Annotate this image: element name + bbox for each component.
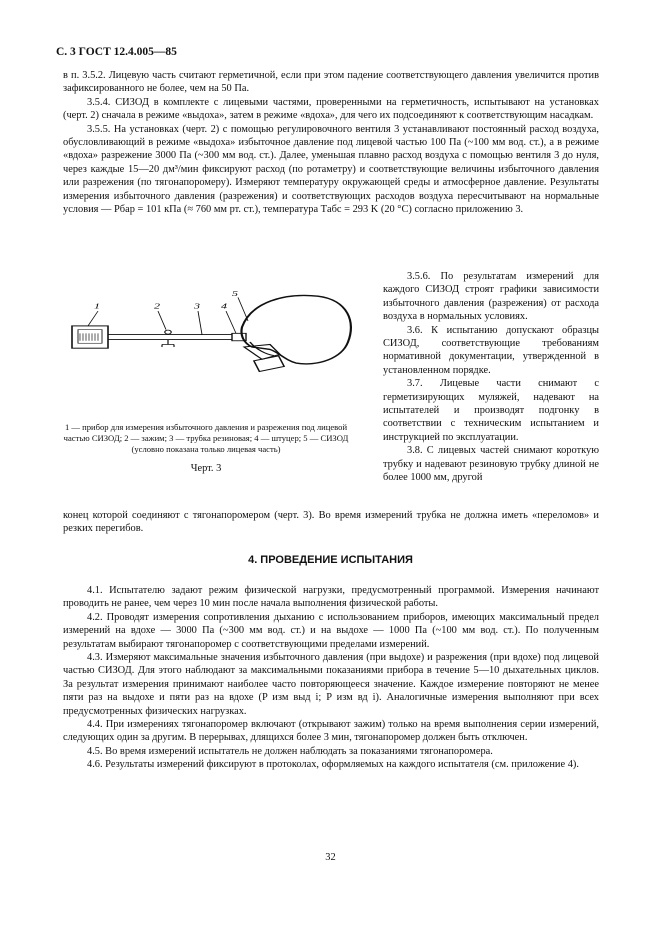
paragraph-3-5-4: 3.5.4. СИЗОД в комплекте с лицевыми частями, проверенными на герметичность, испытывают на установках (черт. 2) сначала в режиме «выдоха», затем в режиме «вдоха», для чего их подсоединяют к соответствующим насадкам. xyxy=(63,96,599,122)
figure-caption: 1 — прибор для измерения избыточного давления и разрежения под лицевой частью СИЗОД; 2 — зажим; 3 — трубка резиновая; 4 — штуцер; 5 — СИЗОД (условно показана только лицевая часть) xyxy=(63,422,349,454)
right-column-text xyxy=(383,270,599,485)
paragraph-3-8-continued: конец которой соединяют с тягонапоромером (черт. 3). Во время измерений трубка не должна иметь «переломов» и резких перегибов. xyxy=(63,510,599,535)
mask-face-piece xyxy=(241,295,350,363)
top-text-block xyxy=(63,69,599,216)
figure-label-2: 2 xyxy=(154,302,160,311)
figure-3-drawing xyxy=(56,290,356,420)
paragraph-4-4: 4.4. При измерениях тягонапоромер включают (открывают зажим) только на время выполнения серии измерений, следующих один за другим. В перерывах, длящихся более 3 мин, тягонапоромер должен быть отключен. xyxy=(63,719,599,744)
continuation-text xyxy=(63,509,599,536)
paragraph-3-6: 3.6. К испытанию допускают образцы СИЗОД, соответствующие требованиям нормативной документации, утвержденной в установленном порядке. xyxy=(383,324,599,376)
paragraph-3-5-5: 3.5.5. На установках (черт. 2) с помощью регулировочного вентиля 3 устанавливают постоянный расход воздуха, обусловливающий в режиме «выдоха» избыточное давление под лицевой частью 100 Па (~100 мм вод. ст.), а в режиме «вдоха» разрежение 3000 Па (~300 мм вод. ст.). Далее, уменьшая плавно расход воздуха с помощью вентиля 3 до нуля, через каждые 15—20 дм³/мин фиксируют расход (по ротаметру) и соответствующие величины избыточного давления или разрежения (по тягонапоромеру). Измеряют температуру окружающей среды и атмосферное давление. Результаты измерения избыточного давления (разрежения) и соответствующих расходов воздуха пересчитывают на нормальные условия — Pбар = 101 кПа (≈ 760 мм рт. ст.), температура Tабс = 293 K (20 °C) согласно приложению 3. xyxy=(63,123,599,216)
pressure-gauge xyxy=(72,326,108,348)
paragraph-3-7: 3.7. Лицевые части снимают с герметизирующих муляжей, надевают на испытателей и производят подгонку в соответствии с техническим испытанием и инструкцией по эксплуатации. xyxy=(383,378,599,443)
paragraph-4-6: 4.6. Результаты измерений фиксируют в протоколах, оформляемых на каждого испытателя (см. приложение 4). xyxy=(87,759,579,771)
paragraph-4-1: 4.1. Испытателю задают режим физической нагрузки, предусмотренный программой. Измерения начинают проводить не ранее, чем через 10 мин после начала выполнения физической работы. xyxy=(63,585,599,610)
paragraph-4-2: 4.2. Проводят измерения сопротивления дыханию с использованием приборов, имеющих максимальный предел измерений на вдохе — 3000 Па (~300 мм вод. ст.) и на выдохе — 1000 Па (~100 мм вод. ст.). По полученным результатам выбирают тягонапоромер с соответствующими пределами измерений. xyxy=(63,611,599,650)
paragraph-3-5-6: 3.5.6. По результатам измерений для каждого СИЗОД строят графики зависимости избыточного давления (разрежения) от расхода воздуха в нормальных условиях. xyxy=(383,271,599,323)
paragraph-3-8: 3.8. С лицевых частей снимают короткую трубку и надевают резиновую трубку длиной не более 1000 мм, другой xyxy=(383,445,599,484)
figure-label-4: 4 xyxy=(221,302,227,311)
page-number: 32 xyxy=(325,852,336,863)
figure-label-5: 5 xyxy=(232,290,238,299)
clamp xyxy=(165,330,171,334)
section-4-text xyxy=(63,584,599,772)
paragraph-3-5-3-end: в п. 3.5.2. Лицевую часть считают герметичной, если при этом падение соответствующего давления увеличится против зафиксированного не более, чем на 50 Па. xyxy=(63,70,599,95)
section-title: 4. ПРОВЕДЕНИЕ ИСПЫТАНИЯ xyxy=(248,554,413,566)
page-header: С. 3 ГОСТ 12.4.005—85 xyxy=(56,46,177,58)
paragraph-4-3: 4.3. Измеряют максимальные значения избыточного давления (при выдохе) и разрежения (при вдохе) под лицевой частью СИЗОД. Для этого наблюдают за максимальными показаниями прибора в течение 5—10 дыхательных циклов. За результат измерения принимают наиболее часто повторяющееся значение. Каждое измерение повторяют не менее пяти раз на выдохе и пяти раз на вдохе (P изм выд i; P изм вд i). Аналогичные измерения выполняют при всех предусмотренных физических нагрузках. xyxy=(63,652,599,717)
figure-label-1: 1 xyxy=(94,302,100,311)
figure-title: Черт. 3 xyxy=(190,463,222,474)
paragraph-4-5: 4.5. Во время измерений испытатель не должен наблюдать за показаниями тягонапоромера. xyxy=(87,745,493,757)
figure-label-3: 3 xyxy=(194,302,200,311)
